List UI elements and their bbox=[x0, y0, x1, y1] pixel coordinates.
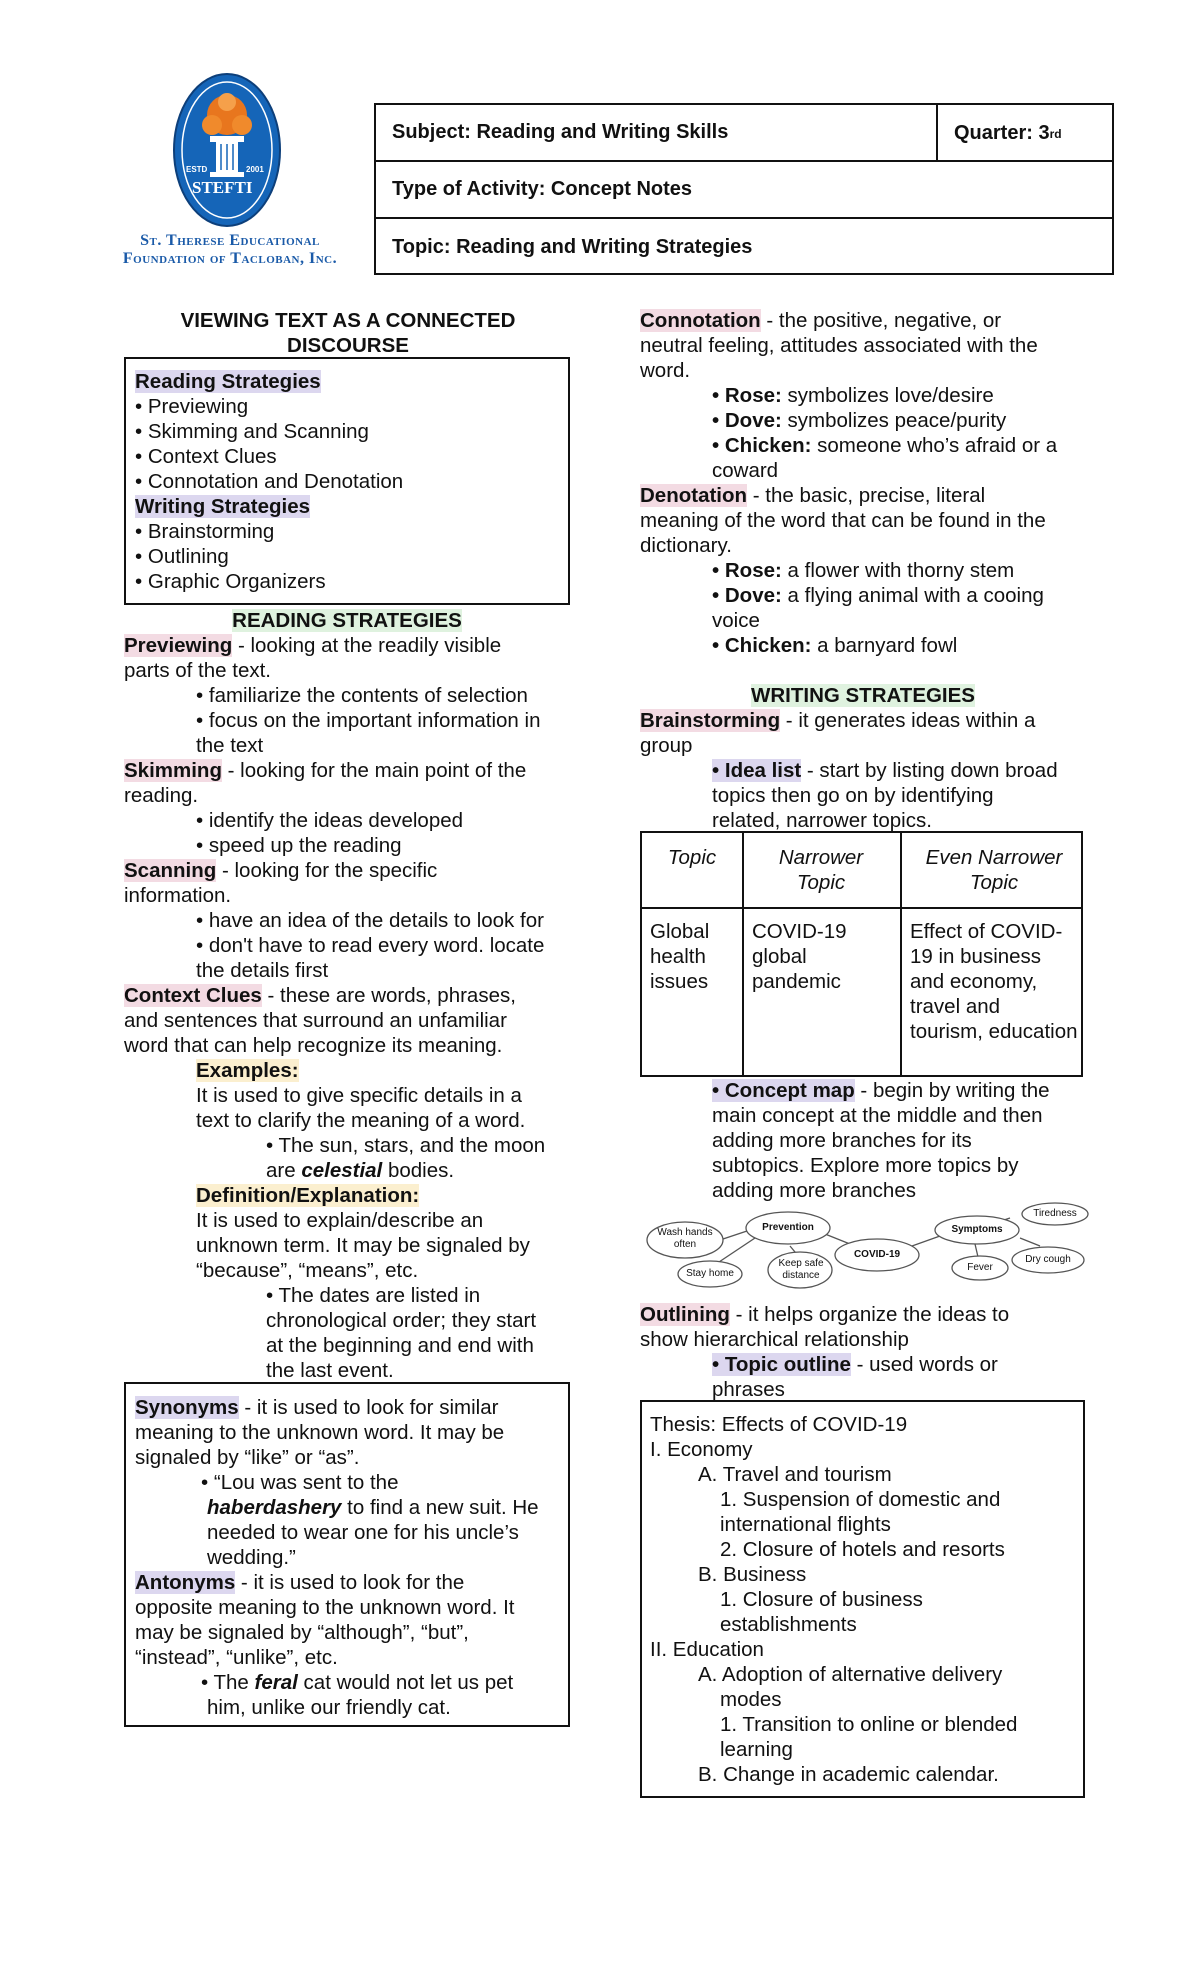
subject-cell: Subject: Reading and Writing Skills bbox=[392, 121, 729, 143]
list-item: • Outlining bbox=[135, 545, 229, 568]
map-node-prevention: Prevention bbox=[762, 1222, 814, 1233]
quarter-cell: Quarter: 3 rd bbox=[954, 122, 1062, 144]
concept-map-diagram bbox=[640, 1202, 1090, 1296]
logo-school-line1: St. Therese Educational bbox=[140, 232, 320, 249]
term-context-clues: Context Clues bbox=[124, 984, 262, 1007]
table-header: Narrower Topic bbox=[778, 846, 864, 894]
map-node-keep-distance: Keep safe distance bbox=[778, 1258, 824, 1281]
outline-line: establishments bbox=[720, 1613, 857, 1636]
example-word-haberdashery: haberdashery bbox=[207, 1496, 342, 1519]
table-cell: Effect of COVID-19 in business and economy, travel and tourism, education bbox=[910, 920, 1078, 1043]
term-previewing: Previewing bbox=[124, 634, 233, 657]
term-skimming: Skimming bbox=[124, 759, 222, 782]
outline-line: B. Business bbox=[698, 1563, 807, 1586]
outline-line: II. Education bbox=[650, 1638, 764, 1661]
examples-heading: Examples: bbox=[196, 1059, 299, 1082]
term-concept-map: • Concept map bbox=[712, 1079, 855, 1102]
outline-line: international flights bbox=[720, 1513, 891, 1536]
outline-line: Thesis: Effects of COVID-19 bbox=[650, 1413, 908, 1436]
map-node-wash-hands: Wash hands often bbox=[657, 1227, 713, 1250]
strategies-summary-box bbox=[124, 357, 570, 605]
topic-outline-box bbox=[640, 1400, 1085, 1798]
map-node-dry-cough: Dry cough bbox=[1025, 1254, 1071, 1265]
connotation-denotation-section: Connotation - the positive, negative, or neutral feeling, attitudes associated with the word. • Rose: symbolizes love/desire • Dove: symbolizes peace/purity • Chicken: someone who’s afraid or a coward Denotation - the basic, precise, literal meaning of the word that can be found in the dictionary. • Rose: a flower with thorny stem • Dove: a flying animal with a cooing voice • Chicken: a barnyard fowl WRITING STRATEGIES Brainstorming - it generates ideas within a group • Idea list - start by listing down broad topics then go on by identifying related, narrower topics. bbox=[640, 309, 1058, 832]
term-scanning: Scanning bbox=[124, 859, 217, 882]
logo-estd: ESTD bbox=[186, 165, 208, 174]
term-brainstorming: Brainstorming bbox=[640, 709, 781, 732]
table-cell: Global health issues bbox=[650, 920, 710, 993]
map-node-covid: COVID-19 bbox=[853, 1249, 901, 1260]
list-item: • Skimming and Scanning bbox=[135, 420, 369, 443]
outlining-section: Outlining - it helps organize the ideas to show hierarchical relationship • Topic outline - used words or phrases bbox=[640, 1303, 1010, 1401]
outline-line: 1. Suspension of domestic and bbox=[720, 1488, 1001, 1511]
reading-strategies-heading: Reading Strategies bbox=[135, 370, 321, 393]
reading-strategies-title: READING STRATEGIES bbox=[232, 609, 462, 632]
term-topic-outline: • Topic outline bbox=[712, 1353, 851, 1376]
outline-line: 1. Transition to online or blended bbox=[720, 1713, 1018, 1736]
logo-year: 2001 bbox=[246, 165, 264, 174]
table-header: Topic bbox=[667, 846, 717, 869]
outline-line: A. Travel and tourism bbox=[698, 1463, 892, 1486]
topic-cell: Topic: Reading and Writing Strategies bbox=[392, 235, 753, 258]
outline-line: learning bbox=[720, 1738, 793, 1761]
map-node-fever: Fever bbox=[967, 1262, 993, 1273]
header-table bbox=[374, 103, 1114, 275]
synonyms-antonyms-box: Synonyms - it is used to look for similar meaning to the unknown word. It may be signaled by “like” or “as”. • “Lou was sent to the haberdashery to find a new suit. He needed to wear one for his uncle’s wedding.” Antonyms - it is used to look for the opposite meaning to the unknown word. It may be signaled by “although”, “but”, “instead”, “unlike”, etc. • The feral cat would not let us pet him, unlike our friendly cat. bbox=[124, 1382, 570, 1727]
term-synonyms: Synonyms bbox=[135, 1396, 239, 1419]
list-item: • Context Clues bbox=[135, 445, 277, 468]
section-title-line2: DISCOURSE bbox=[287, 334, 409, 357]
term-idea-list: • Idea list bbox=[712, 759, 802, 782]
table-cell: COVID-19 global pandemic bbox=[752, 920, 847, 993]
definition-heading: Definition/Explanation: bbox=[196, 1184, 420, 1207]
map-node-symptoms: Symptoms bbox=[951, 1224, 1003, 1235]
example-word-celestial: celestial bbox=[301, 1159, 383, 1182]
list-item: • Previewing bbox=[135, 395, 249, 418]
reading-strategies-section: READING STRATEGIES Previewing - looking at the readily visible parts of the text. • familiarize the contents of selection • focus on the important information in the text Skimming - looking for the main point of the reading. • identify the ideas developed • speed up the reading Scanning - looking for the specific information. • have an idea of the details to look for • don't have to read every word. locate the details first Context Clues - these are words, phrases, and sentences that surround an unfamiliar word that can help recognize its meaning. Examples: It is used to give specific details in a text to clarify the meaning of a word. • The sun, stars, and the moon are celestial bodies. Definition/Explanation: It is used to explain/describe an unknown term. It may be signaled by “because”, “means”, etc. • The dates are listed in chronological order; they start at the beginning and end with the last event. bbox=[124, 609, 546, 1382]
outline-line: modes bbox=[720, 1688, 782, 1711]
logo-acronym: STEFTI bbox=[192, 178, 253, 197]
example-word-feral: feral bbox=[254, 1671, 298, 1694]
table-header: Even Narrower Topic bbox=[925, 846, 1063, 894]
writing-strategies-title: WRITING STRATEGIES bbox=[751, 684, 975, 707]
list-item: • Connotation and Denotation bbox=[135, 470, 404, 493]
outline-line: 1. Closure of business bbox=[720, 1588, 923, 1611]
outline-line: 2. Closure of hotels and resorts bbox=[720, 1538, 1005, 1561]
activity-cell: Type of Activity: Concept Notes bbox=[392, 178, 693, 200]
list-item: • Graphic Organizers bbox=[135, 570, 326, 593]
concept-map-section: • Concept map - begin by writing the main concept at the middle and then adding more branches for its subtopics. Explore more topics by adding more branches bbox=[712, 1079, 1050, 1202]
term-outlining: Outlining bbox=[640, 1303, 730, 1326]
school-logo bbox=[100, 70, 360, 280]
map-node-stay-home: Stay home bbox=[686, 1268, 734, 1279]
idea-list-table bbox=[640, 831, 1083, 1077]
term-denotation: Denotation bbox=[640, 484, 748, 507]
term-antonyms: Antonyms bbox=[135, 1571, 236, 1594]
writing-strategies-heading: Writing Strategies bbox=[135, 495, 311, 518]
list-item: • Brainstorming bbox=[135, 520, 275, 543]
outline-line: A. Adoption of alternative delivery bbox=[698, 1663, 1003, 1686]
term-connotation: Connotation bbox=[640, 309, 761, 332]
section-title-line1: VIEWING TEXT AS A CONNECTED bbox=[180, 309, 516, 332]
map-node-tiredness: Tiredness bbox=[1033, 1208, 1077, 1219]
outline-line: I. Economy bbox=[650, 1438, 753, 1461]
logo-school-line2: Foundation of Tacloban, Inc. bbox=[122, 250, 338, 267]
outline-line: B. Change in academic calendar. bbox=[698, 1763, 999, 1786]
